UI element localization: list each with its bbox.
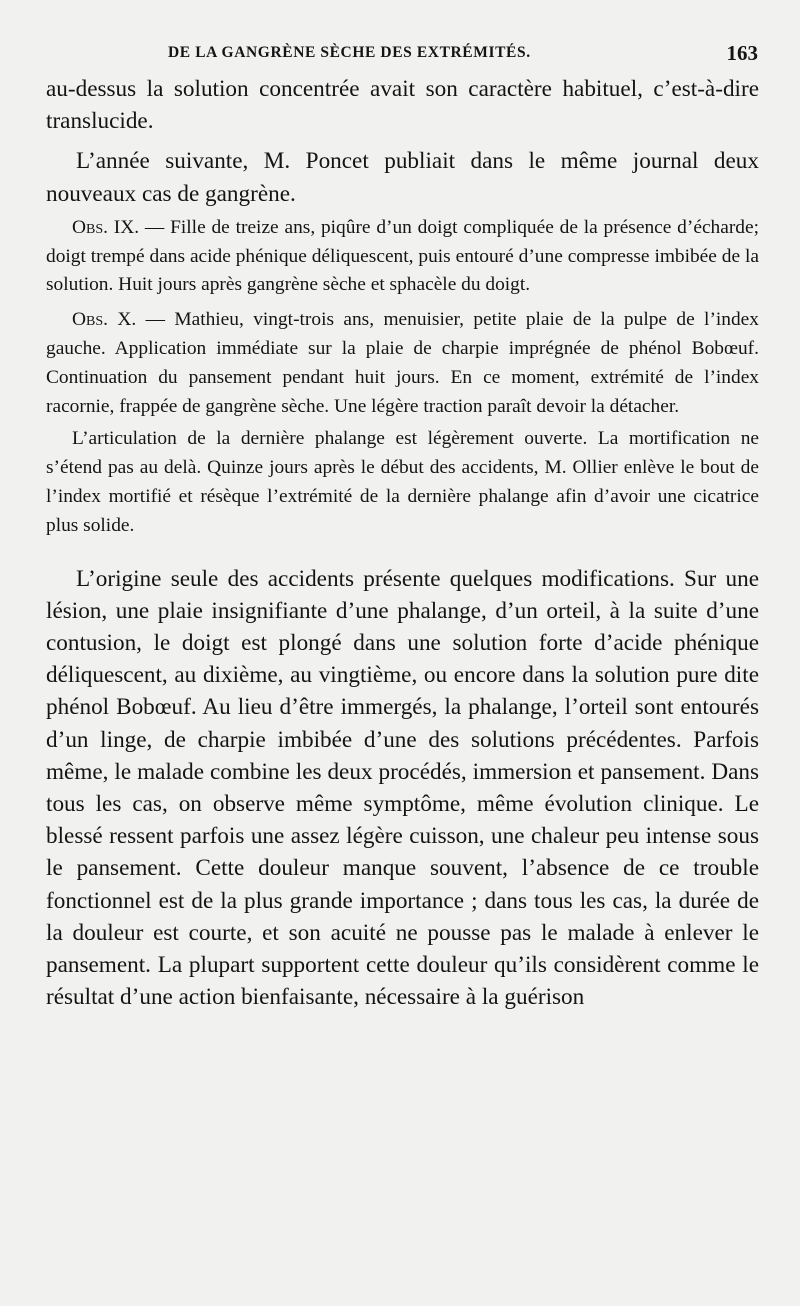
page-header: [48, 38, 758, 68]
page-body: [46, 73, 759, 1013]
paragraph-continuation: au-dessus la solution concentrée avait son caractère habituel, c’est-à-dire translucide.: [46, 76, 759, 135]
observation-ix: [46, 214, 759, 300]
observation-x-label: Obs. X.: [72, 309, 137, 331]
paragraph-origine: L’origine seule des accidents présente quelques modifications. Sur une lésion, une plaie insignifiante d’une phalange, d’un orteil, à la suite d’une contusion, le doigt est plongé dans une solution forte d’acide phénique déliquescent, au dixième, au vingtième, ou encore dans la solution pure dite phénol Bobœuf. Au lieu d’être immergés, la phalange, l’orteil sont entourés d’un linge, de charpie imbibée d’une des solutions précédentes. Parfois même, le malade combine les deux procédés, immersion et pansement. Dans tous les cas, on observe même symptôme, même évolution clinique. Le blessé ressent parfois une assez légère cuisson, une chaleur peu intense sous le pansement. Cette douleur manque souvent, l’absence de ce trouble fonctionnel est de la plus grande importance ; dans tous les cas, la durée de la douleur est courte, et son acuité ne pousse pas le malade à enlever le pansement. La plupart supportent cette douleur qu’ils considèrent comme le résultat d’une action bienfaisante, nécessaire à la guérison: [46, 565, 759, 1011]
observation-ix-label: Obs. IX.: [72, 216, 140, 238]
paragraph-poncet: L’année suivante, M. Poncet publiait dans le même journal deux nouveaux cas de gangrène.: [46, 148, 759, 207]
observation-ix-text: — Fille de treize ans, piqûre d’un doigt compliquée de la présence d’écharde; doigt trempé dans acide phénique déliquescent, puis entouré d’une compresse imbibée de la solution. Huit jours après gangrène sèche et sphacèle du doigt.: [46, 216, 759, 296]
observation-x-text: — Mathieu, vingt-trois ans, menuisier, petite plaie de la pulpe de l’index gauche. Application immédiate sur la plaie de charpie imprégnée de phénol Bobœuf. Continuation du pansement pendant huit jours. En ce moment, extrémité de l’index racornie, frappée de gangrène sèche. Une légère traction paraît devoir la détacher.: [46, 309, 759, 417]
page-number: 163: [726, 41, 758, 65]
paragraph-articulation: L’articulation de la dernière phalange est légèrement ouverte. La mortification ne s’étend pas au delà. Quinze jours après le début des accidents, M. Ollier enlève le bout de l’index mortifié et résèque l’extrémité de la dernière phalange afin d’avoir une cicatrice plus solide.: [46, 428, 759, 536]
observation-x: [46, 306, 759, 421]
running-head: DE LA GANGRÈNE SÈCHE DES EXTRÉMITÉS.: [168, 44, 531, 61]
